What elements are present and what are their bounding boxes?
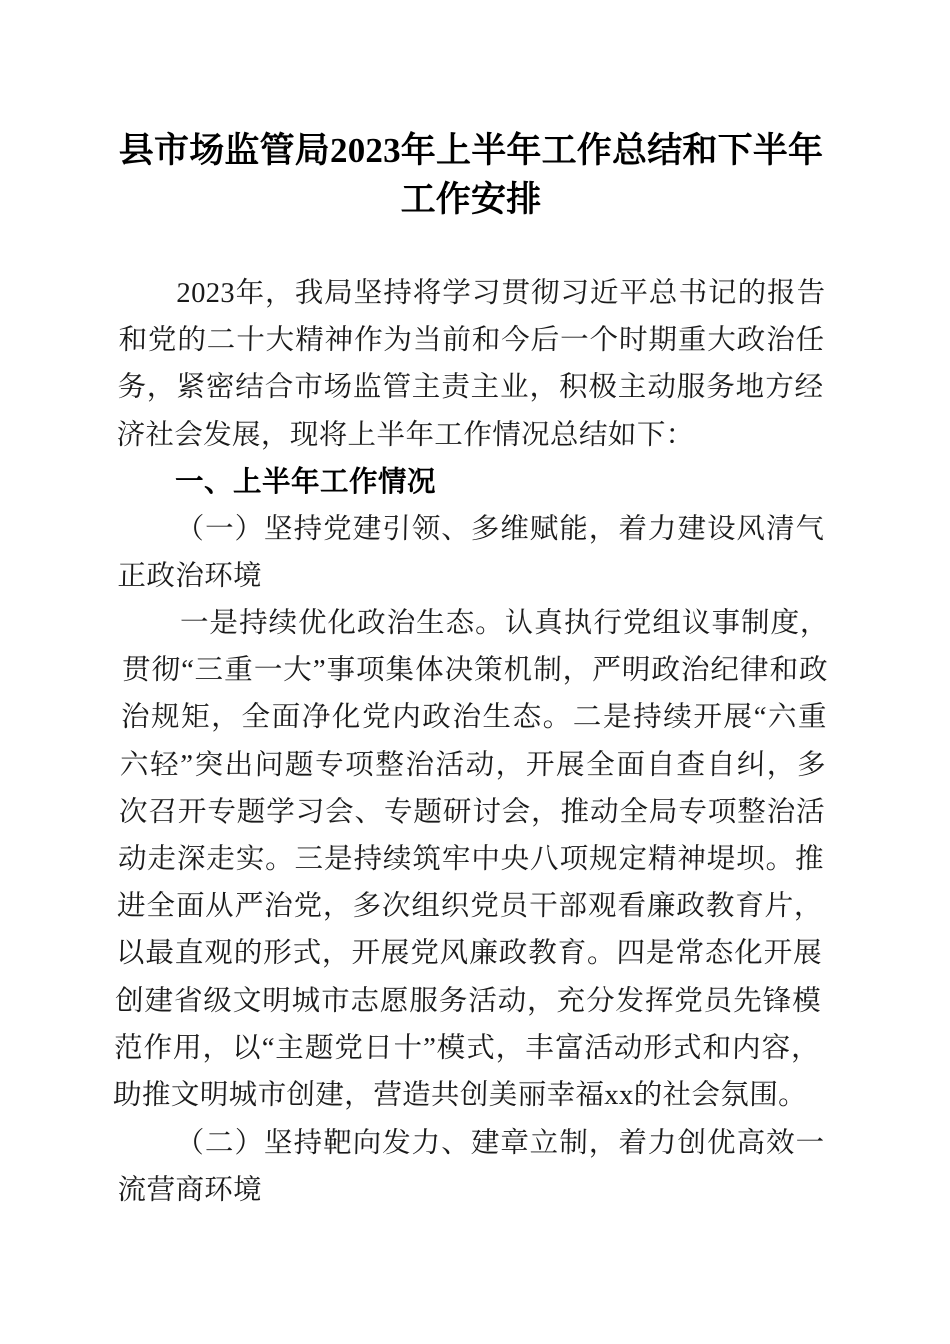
subsection-heading-1: （一）坚持党建引领、多维赋能，着力建设风清气正政治环境	[117, 514, 825, 593]
document-content	[112, 0, 830, 1214]
title-body-spacer	[118, 224, 824, 270]
paragraph-intro: 2023年，我局坚持将学习贯彻习近平总书记的报告和党的二十大精神作为当前和今后一个时期重大政治任务，紧密结合市场监管主责主业，积极主动服务地方经济社会发展，现将上半年工作情况总结如下：	[116, 278, 826, 451]
subsection-body-1: 一是持续优化政治生态。认真执行党组议事制度，贯彻“三重一大”事项集体决策机制，严明政治纪律和政治规矩，全面净化党内政治生态。二是持续开展“六重六轻”突出问题专项整治活动，开展全面自查自纠，多次召开专题学习会、专题研讨会，推动全局专项整治活动走深走实。三是持续筑牢中央八项规定精神堤坝。推进全面从严治党，多次组织党员干部观看廉政教育片，以最直观的形式，开展党风廉政教育。四是常态化开展创建省级文明城市志愿服务活动，充分发挥党员先锋模范作用，以“主题党日十”模式，丰富活动形式和内容，助推文明城市创建，营造共创美丽幸福xx的社会氛围。	[112, 608, 830, 1112]
section-heading-1: 一、上半年工作情况	[175, 465, 437, 498]
subsection-heading-2: （二）坚持靶向发力、建章立制，着力创优高效一流营商环境	[117, 1127, 825, 1206]
page-title: 县市场监管局2023年上半年工作总结和下半年工作安排	[118, 131, 824, 219]
